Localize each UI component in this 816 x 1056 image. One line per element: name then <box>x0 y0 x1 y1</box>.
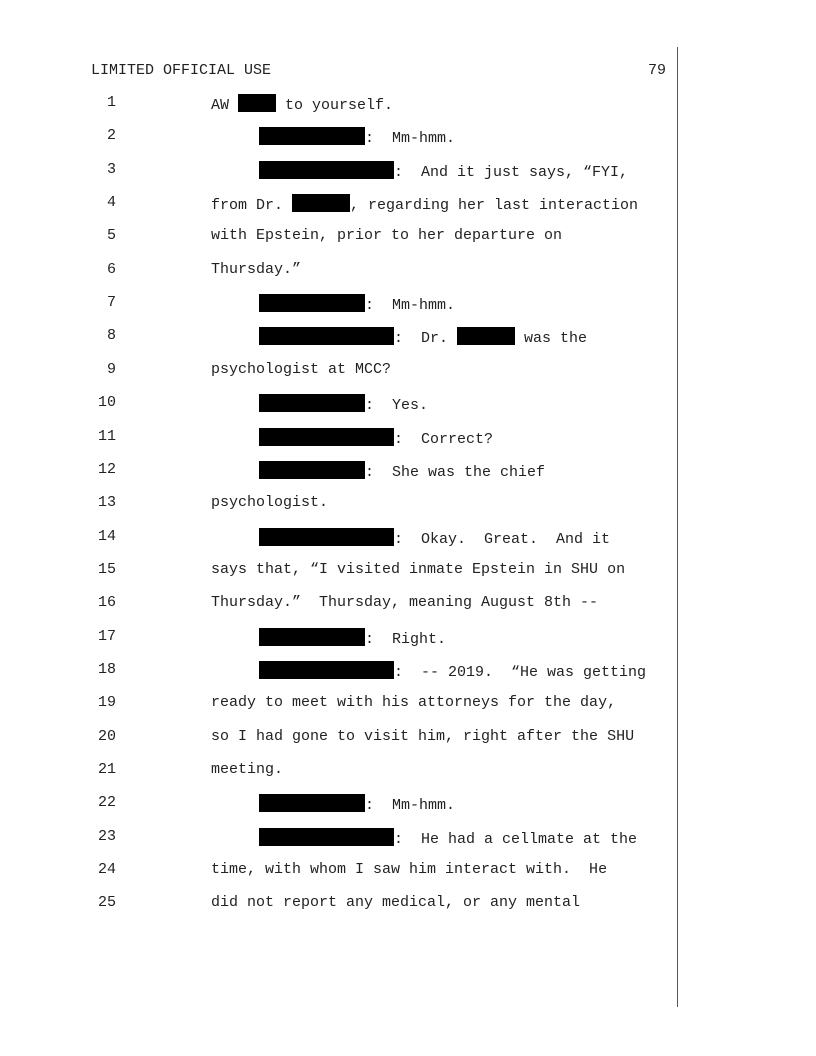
line-text <box>211 94 393 114</box>
speaker-line-text <box>259 528 610 548</box>
line-number: 10 <box>97 394 116 412</box>
text-segment: with Epstein, prior to her departure on <box>211 227 563 245</box>
text-segment: : Yes. <box>365 397 429 415</box>
redaction-block <box>259 294 365 312</box>
text-segment: : Mm-hmm. <box>365 797 456 815</box>
line-number: 7 <box>106 294 116 312</box>
speaker-line-text <box>259 161 628 181</box>
line-number: 13 <box>97 494 116 512</box>
redaction-block <box>259 828 394 846</box>
line-number: 12 <box>97 460 116 478</box>
right-margin-rule <box>677 47 678 1007</box>
line-text <box>211 494 328 511</box>
speaker-line-text <box>259 661 646 681</box>
line-number: 2 <box>106 127 116 145</box>
transcript-line <box>0 394 677 414</box>
text-segment: : Correct? <box>394 430 494 448</box>
text-segment: meeting. <box>211 761 284 778</box>
redaction-block <box>259 394 365 412</box>
line-number: 24 <box>97 861 116 879</box>
line-number: 21 <box>97 761 116 778</box>
text-segment: : Mm-hmm. <box>365 130 456 148</box>
speaker-line-text <box>259 294 455 314</box>
transcript-line <box>0 94 677 114</box>
speaker-line-text <box>259 127 455 147</box>
line-text <box>211 227 562 244</box>
line-number: 18 <box>97 660 116 678</box>
line-number: 25 <box>97 894 116 912</box>
text-segment: so I had gone to visit him, right after the SHU <box>211 727 635 745</box>
transcript-line <box>0 428 677 448</box>
line-text <box>211 194 638 214</box>
transcript-line <box>0 494 677 514</box>
speaker-line-text <box>259 794 455 814</box>
line-text <box>211 594 598 611</box>
line-number: 19 <box>97 694 116 712</box>
transcript-line <box>0 227 677 247</box>
text-segment: : Dr. <box>394 330 458 348</box>
line-number: 23 <box>97 827 116 845</box>
text-segment: : Mm-hmm. <box>365 297 456 315</box>
page-number: 79 <box>648 62 667 79</box>
text-segment: from Dr. <box>211 197 293 215</box>
transcript-line <box>0 327 677 347</box>
transcript-line <box>0 628 677 648</box>
text-segment: time, with whom I saw him interact with. He <box>211 861 608 879</box>
line-text <box>211 728 634 745</box>
line-number: 3 <box>106 160 116 178</box>
line-number: 15 <box>97 560 116 578</box>
transcript-line <box>0 461 677 481</box>
text-segment: was the <box>515 330 588 348</box>
redaction-block <box>259 794 365 812</box>
line-number: 16 <box>97 594 116 612</box>
text-segment: : Right. <box>365 630 447 648</box>
redaction-block <box>259 528 394 546</box>
line-text <box>211 761 283 778</box>
line-number: 22 <box>97 794 116 812</box>
line-number: 8 <box>106 327 116 345</box>
speaker-line-text <box>259 394 428 414</box>
redaction-block <box>238 94 276 112</box>
transcript-line <box>0 161 677 181</box>
text-segment: ready to meet with his attorneys for the day, <box>211 694 617 712</box>
line-number: 14 <box>97 527 116 545</box>
line-number: 5 <box>106 227 116 245</box>
transcript-line <box>0 661 677 681</box>
text-segment: did not report any medical, or any mental <box>211 894 581 912</box>
redaction-block <box>457 327 515 345</box>
text-segment: : And it just says, “FYI, <box>394 163 629 181</box>
line-number: 4 <box>106 194 116 212</box>
redaction-block <box>259 661 394 679</box>
speaker-line-text <box>259 628 446 648</box>
text-segment: psychologist at MCC? <box>211 360 392 378</box>
transcript-line <box>0 861 677 881</box>
speaker-line-text <box>259 428 493 448</box>
transcript-line <box>0 761 677 781</box>
text-segment: says that, “I visited inmate Epstein in SHU on <box>211 560 626 578</box>
transcript-line <box>0 194 677 214</box>
speaker-line-text <box>259 828 637 848</box>
redaction-block <box>259 461 365 479</box>
text-segment: Thursday.” <box>211 260 302 278</box>
line-text <box>211 894 580 911</box>
line-text <box>211 861 607 878</box>
transcript-line <box>0 694 677 714</box>
transcript-line <box>0 561 677 581</box>
redaction-block <box>259 628 365 646</box>
line-text <box>211 561 625 578</box>
transcript-line <box>0 294 677 314</box>
speaker-line-text <box>259 327 587 347</box>
transcript-line <box>0 794 677 814</box>
text-segment: to yourself. <box>276 97 394 114</box>
redaction-block <box>259 161 394 179</box>
redaction-block <box>259 327 394 345</box>
text-segment: : She was the chief <box>365 463 546 481</box>
transcript-line <box>0 127 677 147</box>
speaker-line-text <box>259 461 545 481</box>
redaction-block <box>259 428 394 446</box>
text-segment: psychologist. <box>211 494 329 512</box>
line-number: 20 <box>97 727 116 745</box>
line-number: 11 <box>97 427 116 445</box>
line-number: 17 <box>97 627 116 645</box>
text-segment: , regarding her last interaction <box>350 197 639 215</box>
line-number: 6 <box>106 260 116 278</box>
text-segment: Thursday.” Thursday, meaning August 8th -- <box>211 594 599 612</box>
line-number: 9 <box>106 360 116 378</box>
transcript-line <box>0 594 677 614</box>
text-segment: : Okay. Great. And it <box>394 530 611 548</box>
line-number: 1 <box>106 94 116 111</box>
text-segment: : -- 2019. “He was getting <box>394 663 647 681</box>
transcript-line <box>0 361 677 381</box>
transcript-line <box>0 894 677 914</box>
redaction-block <box>259 127 365 145</box>
transcript-line <box>0 261 677 281</box>
text-segment: AW <box>211 97 239 114</box>
transcript-line <box>0 828 677 848</box>
text-segment: : He had a cellmate at the <box>394 830 638 848</box>
classification-header: LIMITED OFFICIAL USE <box>91 62 272 79</box>
transcript-line <box>0 528 677 548</box>
line-text <box>211 361 391 378</box>
line-text <box>211 261 301 278</box>
transcript-line <box>0 728 677 748</box>
redaction-block <box>292 194 350 212</box>
line-text <box>211 694 616 711</box>
